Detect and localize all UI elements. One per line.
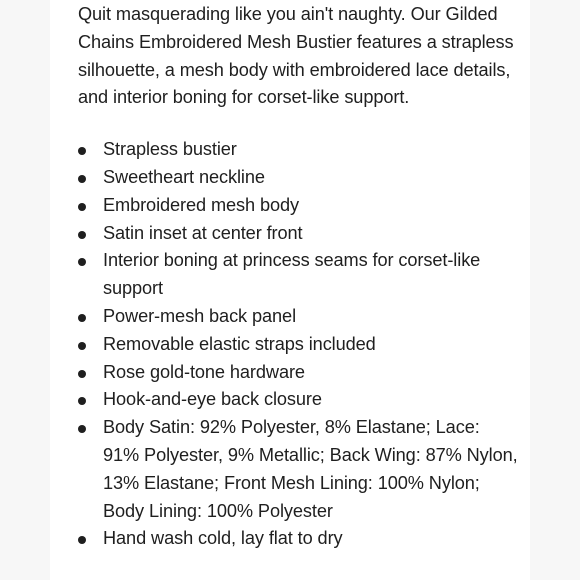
bullet-icon [78,175,86,183]
bullet-icon [78,425,86,433]
bullet-icon [78,536,86,544]
feature-text: Hand wash cold, lay flat to dry [103,528,343,549]
list-item [78,220,518,248]
feature-text: Satin inset at center front [103,222,303,243]
feature-text: Rose gold-tone hardware [103,361,305,382]
bullet-icon [78,258,86,266]
left-margin [0,0,50,580]
feature-text: Removable elastic straps included [103,333,376,354]
feature-list [78,136,518,553]
list-item [78,414,518,525]
list-item [78,136,518,164]
feature-text: Hook-and-eye back closure [103,389,322,410]
feature-text: Sweetheart neckline [103,166,265,187]
right-margin [530,0,580,580]
product-details [78,1,518,553]
feature-text: Interior boning at princess seams for corset-like support [103,250,481,299]
list-item [78,192,518,220]
list-item [78,386,518,414]
bullet-icon [78,342,86,350]
bullet-icon [78,397,86,405]
list-item [78,164,518,192]
product-description: Quit masquerading like you ain't naughty. Our Gilded Chains Embroidered Mesh Bustier features a strapless silhouette, a mesh body with embroidered lace details, and interior boning for corset-like support. [78,4,514,108]
list-item [78,303,518,331]
feature-text: Embroidered mesh body [103,194,300,215]
feature-text: Strapless bustier [103,139,237,160]
list-item [78,247,518,303]
feature-text: Power-mesh back panel [103,305,297,326]
bullet-icon [78,314,86,322]
bullet-icon [78,231,86,239]
list-item [78,331,518,359]
bullet-icon [78,203,86,211]
list-item [78,359,518,387]
feature-text: Body Satin: 92% Polyester, 8% Elastane; Lace: 91% Polyester, 9% Metallic; Back Wing: 87% Nylon, 13% Elastane; Front Mesh Lining: 100% Nylon; Body Lining: 100% Polyester [103,417,518,521]
bullet-icon [78,370,86,378]
bullet-icon [78,147,86,155]
list-item [78,525,518,553]
